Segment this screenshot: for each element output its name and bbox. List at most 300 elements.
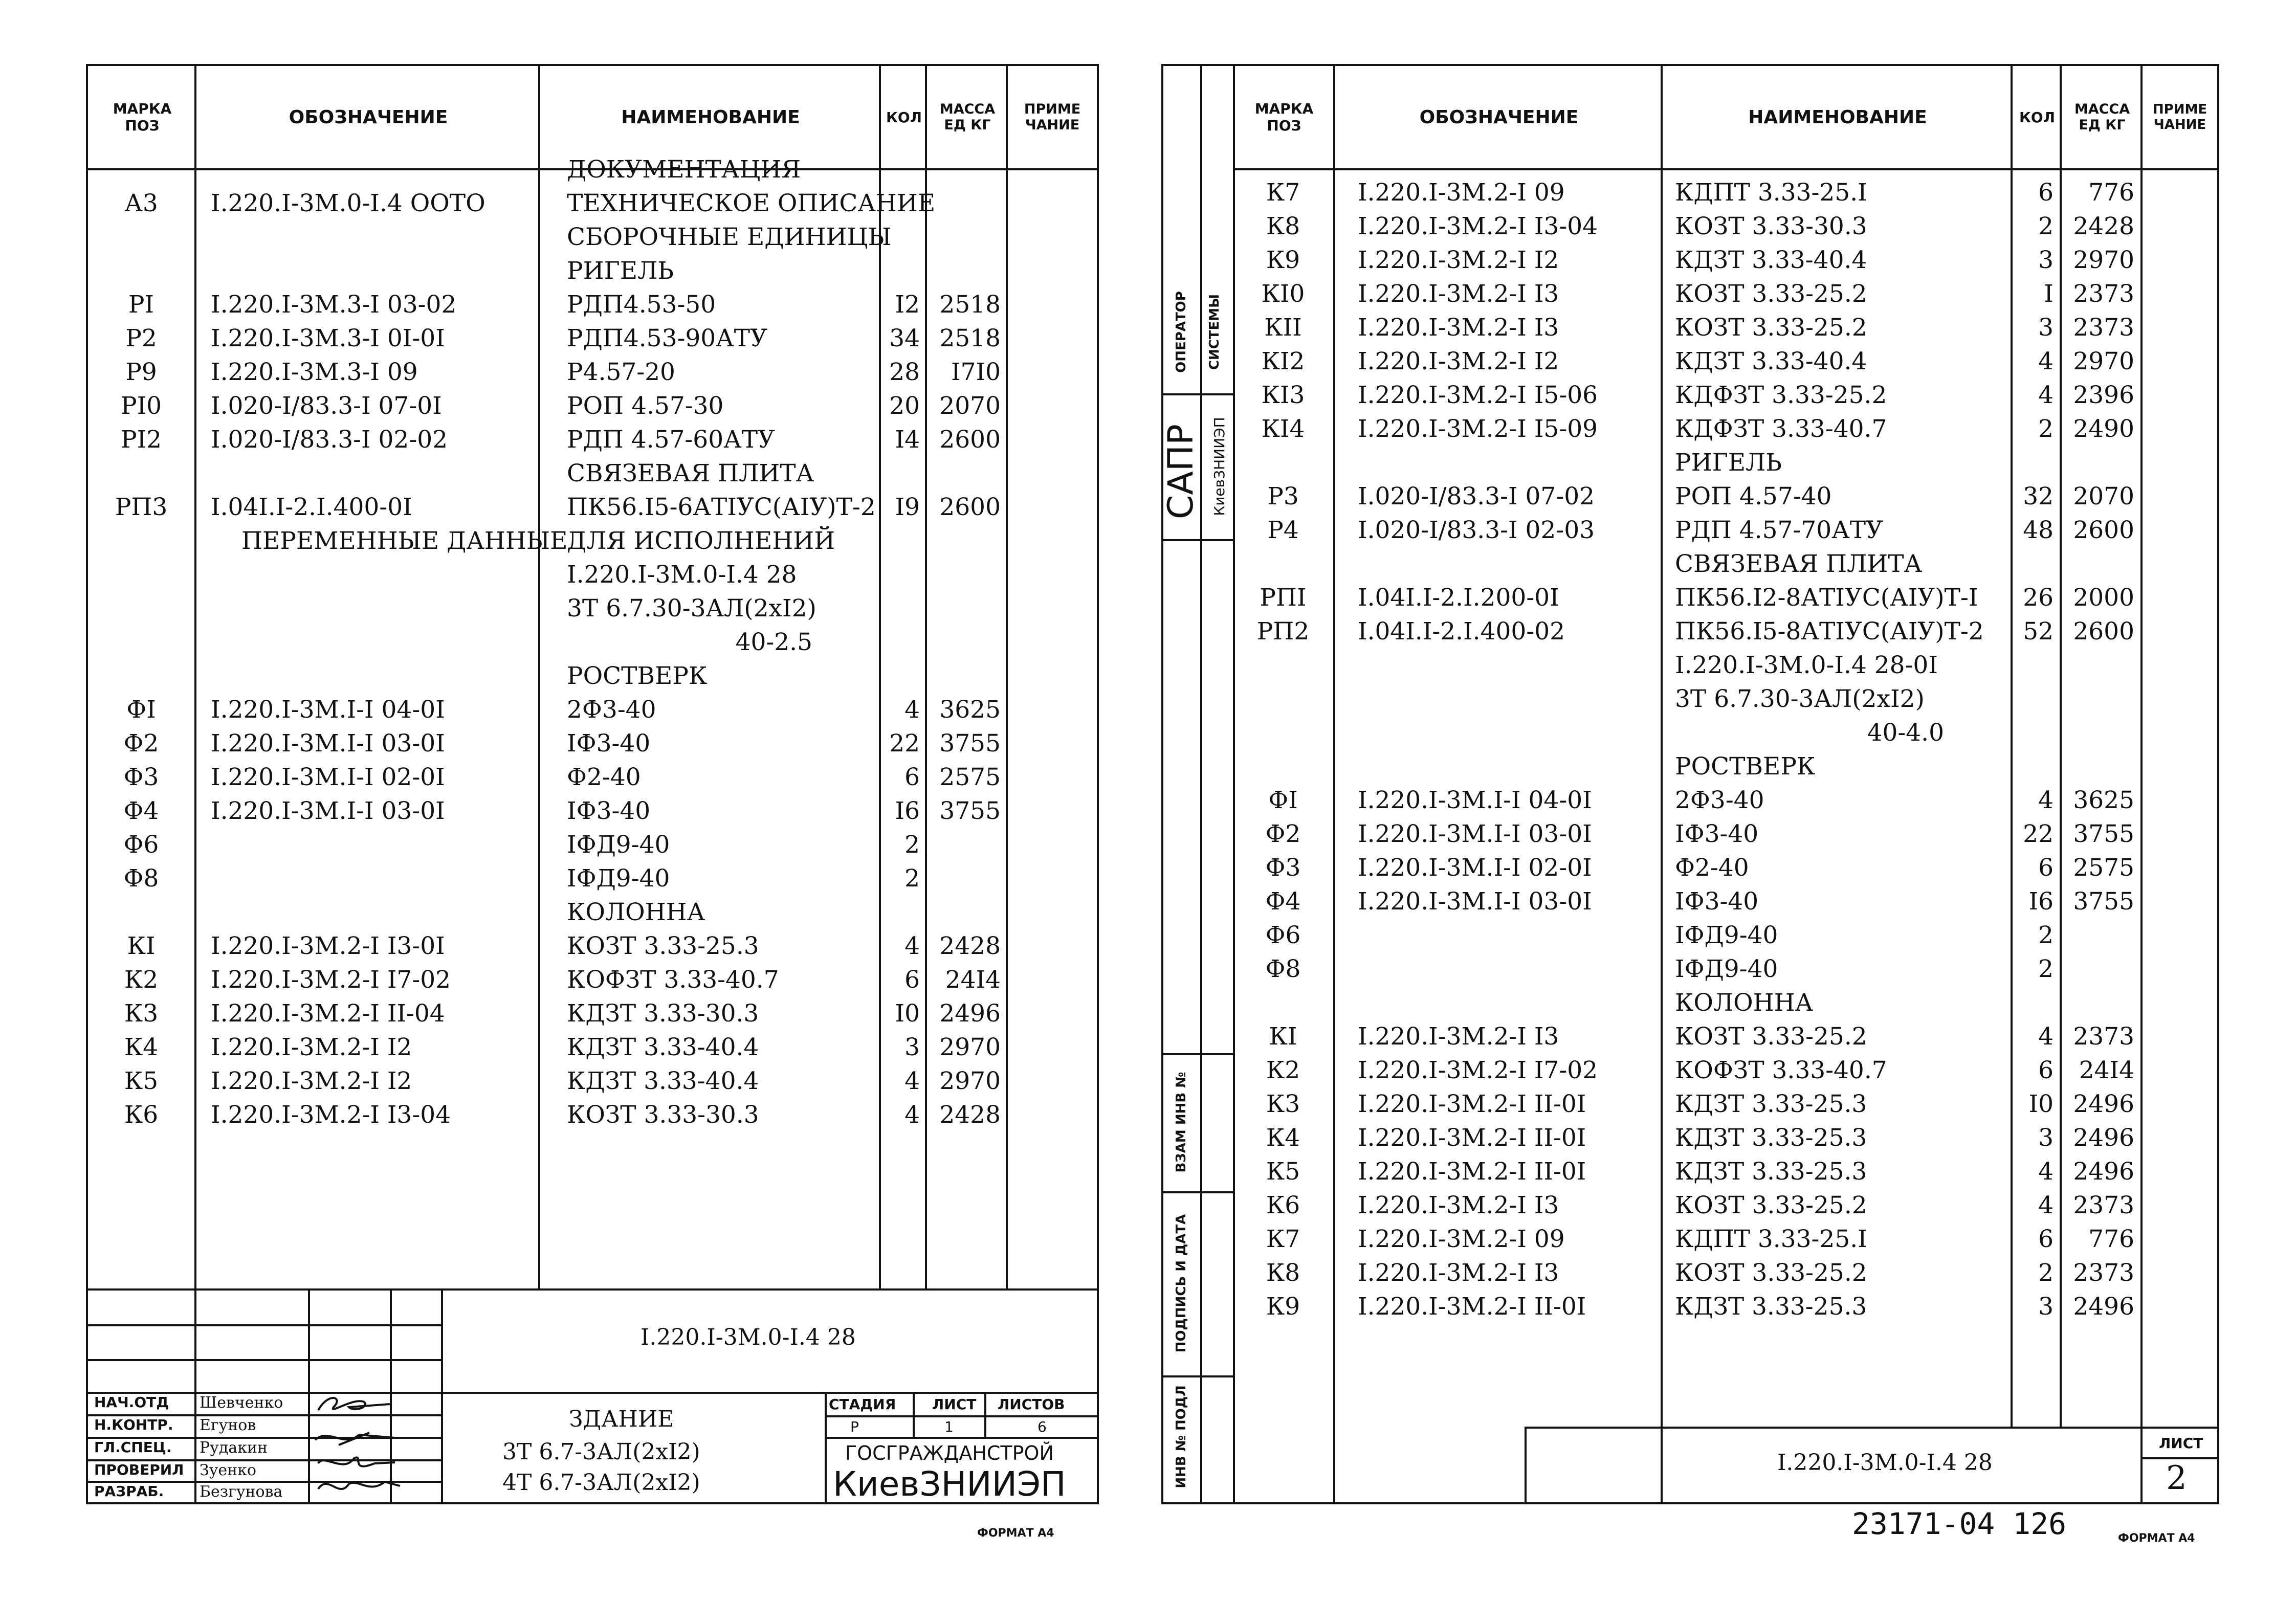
strip-system: СИСТЕМЫ [1207, 294, 1222, 370]
building-line-2: 4Т 6.7-3АЛ(2хI2) [502, 1470, 700, 1496]
row-name: КОЛОННА [567, 898, 705, 926]
row-name: РДП 4.57-60АТУ [567, 426, 776, 454]
row-mark [88, 896, 194, 929]
header-qty-text: КОЛ [886, 108, 922, 126]
row-qty: 20 [889, 392, 920, 420]
row-mass: 2396 [2073, 381, 2134, 409]
row-qty: 48 [2023, 516, 2054, 544]
table-row [1163, 243, 2217, 277]
table-row [88, 896, 1097, 929]
table-row [1163, 480, 2217, 514]
row-name: РОСТВЕРК [567, 662, 708, 690]
row-mark [88, 626, 194, 659]
row-designation: I.04I.I-2.I.200-0I [1358, 584, 1559, 612]
row-mass: 3755 [939, 797, 1001, 825]
row-designation: I.020-I/83.3-I 07-02 [1358, 482, 1595, 510]
row-name: КДЗТ 3.33-25.3 [1675, 1293, 1867, 1321]
row-name: РИГЕЛЬ [567, 257, 674, 285]
row-name: 3Т 6.7.30-3АЛ(2хI2) [1675, 685, 1925, 713]
row-designation: I.220.I-3М.I-I 03-0I [1358, 820, 1592, 848]
role-4: РАЗРАБ. [94, 1483, 164, 1500]
row-mass [927, 659, 1001, 693]
row-designation: I.04I.I-2.I.400-0I [211, 493, 412, 521]
row-mark [1233, 547, 1333, 581]
row-name: 2Ф3-40 [567, 696, 656, 724]
row-name: ДОКУМЕНТАЦИЯ [567, 155, 801, 184]
row-name: РДП4.53-90АТУ [567, 324, 768, 352]
row-qty [2011, 547, 2054, 581]
row-name: КОЛОННА [1675, 989, 1814, 1017]
table-row [1163, 784, 2217, 817]
row-designation [211, 828, 564, 862]
row-name: Р4.57-20 [567, 358, 675, 386]
row-designation [1358, 682, 1690, 716]
tb-col [441, 1288, 443, 1502]
row-name: КДЗТ 3.33-25.3 [1675, 1158, 1867, 1186]
row-mark: Р4 [1267, 516, 1299, 544]
row-mass: 2428 [2073, 212, 2134, 240]
strip-org: КиевЗНИИЭП [1211, 417, 1228, 516]
table-row [88, 794, 1097, 828]
row-designation: I.220.I-3М.2-I I2 [211, 1067, 412, 1095]
row-designation: I.220.I-3М.3-I 09 [211, 358, 418, 386]
row-designation: I.220.I-3М.2-I I2 [1358, 347, 1559, 375]
header-name [1663, 66, 2013, 168]
header-mark [1233, 66, 1335, 168]
row-designation: ПЕРЕМЕННЫЕ ДАННЫЕ [241, 527, 568, 555]
row-qty: 2 [2038, 921, 2054, 949]
row-name: ПК56.I2-8АТIУС(АIУ)Т-I [1675, 584, 1978, 612]
strip-sign-date: ПОДПИСЬ И ДАТА [1174, 1214, 1189, 1353]
header-divider [1233, 168, 2217, 170]
row-name: 40-2.5 [735, 628, 812, 656]
sheet-value: 1 [944, 1418, 954, 1435]
row-mark [88, 254, 194, 288]
row-mass [927, 153, 1001, 187]
row-qty: 34 [889, 324, 920, 352]
row-designation: I.220.I-3М.I-I 03-0I [211, 729, 445, 758]
row-name: IФД9-40 [567, 864, 670, 893]
row-qty: 4 [2038, 1191, 2054, 1219]
row-qty: 26 [2023, 584, 2054, 612]
row-mark: К6 [1266, 1191, 1300, 1219]
row-mark: КI0 [1261, 280, 1305, 308]
row-mass [2060, 716, 2134, 750]
strip-inv-vzam: ВЗАМ ИНВ № [1174, 1072, 1189, 1173]
row-name: IФ3-40 [567, 797, 651, 825]
row-mark: К9 [1266, 246, 1300, 274]
row-name: IФ3-40 [1675, 820, 1759, 848]
row-mass: 3755 [2073, 887, 2134, 916]
table-row [88, 929, 1097, 963]
row-name: КОЗТ 3.33-25.2 [1675, 280, 1867, 308]
row-mark: К2 [1266, 1056, 1300, 1084]
table-row [88, 1031, 1097, 1064]
tb-col [984, 1392, 986, 1437]
header-note-text: ПРИМЕ ЧАНИЕ [2152, 102, 2207, 132]
table-row [1163, 1155, 2217, 1189]
row-qty: I4 [895, 426, 920, 454]
row-qty [881, 592, 920, 626]
row-name: КОЗТ 3.33-30.3 [567, 1101, 759, 1129]
row-designation: I.220.I-3М.3-I 0I-0I [211, 324, 445, 352]
row-mark: К8 [1266, 1259, 1300, 1287]
stage-value: Р [850, 1418, 859, 1435]
row-qty: 4 [904, 696, 920, 724]
table-row [1163, 1054, 2217, 1087]
row-designation [1358, 952, 1690, 986]
row-name: КДЗТ 3.33-25.3 [1675, 1090, 1867, 1118]
row-designation: I.220.I-3М.I-I 02-0I [211, 763, 445, 791]
row-name: ТЕХНИЧЕСКОЕ ОПИСАНИЕ [567, 189, 936, 217]
header-note-text: ПРИМЕ ЧАНИЕ [1024, 101, 1081, 133]
row-qty: 3 [904, 1033, 920, 1061]
table-row [88, 187, 1097, 220]
row-designation: I.220.I-3М.3-I 03-02 [211, 291, 457, 319]
row-qty: 3 [2038, 1293, 2054, 1321]
table-row [88, 491, 1097, 524]
sheet-label: ЛИСТ [932, 1396, 977, 1413]
row-mark: ФI [126, 696, 156, 724]
row-name: КОЗТ 3.33-25.2 [1675, 1259, 1867, 1287]
tb-col [825, 1392, 827, 1502]
table-row [1163, 885, 2217, 919]
row-mass [927, 254, 1001, 288]
row-qty: 4 [2038, 381, 2054, 409]
strip-sapr: САПР [1161, 424, 1201, 520]
row-name: КОЗТ 3.33-25.2 [1675, 314, 1867, 342]
row-mass: 2496 [2073, 1293, 2134, 1321]
table-row [1163, 851, 2217, 885]
row-designation: I.220.I-3М.2-I II-0I [1358, 1158, 1586, 1186]
row-qty: 2 [2038, 1259, 2054, 1287]
row-qty: 2 [904, 831, 920, 859]
strip-operator: ОПЕРАТОР [1174, 291, 1189, 373]
row-designation: I.220.I-3М.2-I I3 [1358, 280, 1559, 308]
row-qty [881, 254, 920, 288]
row-mass: 2373 [2073, 314, 2134, 342]
row-designation: I.220.I-3М.I-I 03-0I [1358, 887, 1592, 916]
row-qty: 4 [2038, 786, 2054, 814]
row-qty: I9 [895, 493, 920, 521]
row-mass [2060, 547, 2134, 581]
row-name: IФД9-40 [1675, 921, 1778, 949]
row-qty: 4 [904, 1101, 920, 1129]
row-mark: РПI [1260, 584, 1307, 612]
table-row [88, 997, 1097, 1031]
row-name: ДЛЯ ИСПОЛНЕНИЙ [567, 527, 835, 555]
row-mass [927, 592, 1001, 626]
name-2: Рудакин [200, 1439, 268, 1457]
row-designation [211, 896, 564, 929]
row-mark: К7 [1266, 179, 1300, 207]
org-line-2: КиевЗНИИЭП [833, 1464, 1066, 1504]
row-mass: 2496 [2073, 1090, 2134, 1118]
bottom-block-top [1525, 1427, 2217, 1429]
table-row [88, 727, 1097, 761]
row-mass: 2496 [939, 999, 1001, 1028]
row-designation: I.220.I-3М.2-I 09 [1358, 179, 1565, 207]
name-1: Егунов [200, 1416, 256, 1434]
row-name: Ф2-40 [567, 763, 641, 791]
table-row [1163, 750, 2217, 784]
role-1: Н.КОНТР. [94, 1416, 173, 1433]
row-mass: 2373 [2073, 280, 2134, 308]
row-qty: 6 [2038, 1056, 2054, 1084]
row-name: КДФЗТ 3.33-40.7 [1675, 415, 1887, 443]
bottom-block-left [1525, 1427, 1527, 1502]
row-name: Ф2-40 [1675, 854, 1749, 882]
row-designation: I.220.I-3М.0-I.4 ООТО [211, 189, 485, 217]
row-qty: I2 [895, 291, 920, 319]
row-mark: КI [1269, 1022, 1297, 1051]
row-qty: I0 [895, 999, 920, 1028]
table-row [1163, 817, 2217, 851]
table-row [88, 592, 1097, 626]
row-designation: I.220.I-3М.2-I I5-09 [1358, 415, 1598, 443]
row-qty: 2 [2038, 955, 2054, 983]
row-designation [1358, 750, 1690, 784]
row-mark [88, 220, 194, 254]
row-mass: 3755 [939, 729, 1001, 758]
row-mark [88, 659, 194, 693]
row-name: КДЗТ 3.33-30.3 [567, 999, 759, 1028]
row-designation [1358, 716, 1690, 750]
row-qty: I0 [2028, 1090, 2054, 1118]
row-qty [2011, 446, 2054, 480]
row-mass: 3625 [2073, 786, 2134, 814]
row-mass [2060, 446, 2134, 480]
table-row [1163, 1256, 2217, 1290]
row-name: РОСТВЕРК [1675, 752, 1816, 781]
row-mark: Ф6 [1265, 921, 1301, 949]
row-name: КДЗТ 3.33-40.4 [1675, 347, 1867, 375]
signature-0 [318, 1398, 390, 1410]
row-mass [927, 220, 1001, 254]
row-qty [881, 187, 920, 220]
row-name: IФД9-40 [1675, 955, 1778, 983]
row-qty: 3 [2038, 1124, 2054, 1152]
role-3: ПРОВЕРИЛ [94, 1461, 184, 1478]
row-name: 3Т 6.7.30-3АЛ(2хI2) [567, 594, 816, 622]
header-mark-text: МАРКА ПОЗ [113, 100, 172, 134]
row-mark: Ф4 [123, 797, 159, 825]
row-designation [1358, 919, 1690, 952]
row-mark: К9 [1266, 1293, 1300, 1321]
row-designation: I.220.I-3М.I-I 04-0I [1358, 786, 1592, 814]
row-qty: 6 [2038, 179, 2054, 207]
table-row [1163, 1087, 2217, 1121]
row-mass: 2600 [939, 426, 1001, 454]
row-designation: I.220.I-3М.2-I I3 [1358, 1022, 1559, 1051]
row-mark: РП3 [115, 493, 168, 521]
row-designation: I.220.I-3М.2-I II-0I [1358, 1124, 1586, 1152]
row-qty: 22 [2023, 820, 2054, 848]
table-row [88, 1098, 1097, 1132]
row-mark [1233, 649, 1333, 682]
row-mass [2060, 649, 2134, 682]
header-designation-text: ОБОЗНАЧЕНИЕ [289, 106, 448, 128]
row-mark: К3 [1266, 1090, 1300, 1118]
row-mass: 2970 [939, 1067, 1001, 1095]
row-designation [211, 659, 564, 693]
table-row [1163, 412, 2217, 446]
sheet-number: 2 [2166, 1459, 2187, 1497]
org-line-1: ГОСГРАЖДАНСТРОЙ [845, 1442, 1054, 1464]
row-mass: 2373 [2073, 1191, 2134, 1219]
row-qty: I6 [895, 797, 920, 825]
header-mass [2062, 66, 2143, 168]
row-mark: К7 [1266, 1225, 1300, 1253]
row-mass: 2600 [939, 493, 1001, 521]
row-qty [2011, 682, 2054, 716]
table-row [1163, 986, 2217, 1020]
row-designation [1358, 547, 1690, 581]
table-row [88, 761, 1097, 794]
row-name: IФ3-40 [567, 729, 651, 758]
row-mark: PI0 [120, 392, 162, 420]
row-mark: Р3 [1267, 482, 1299, 510]
row-qty: I [2044, 280, 2054, 308]
table-row [1163, 581, 2217, 615]
row-mass: 2496 [2073, 1124, 2134, 1152]
row-mark: Ф8 [1265, 955, 1301, 983]
sheets-label: ЛИСТОВ [998, 1396, 1065, 1413]
header-designation-text: ОБОЗНАЧЕНИЕ [1419, 106, 1579, 128]
tb-col [194, 1288, 196, 1502]
row-designation: I.220.I-3М.2-I I7-02 [211, 966, 451, 994]
row-mark: Ф4 [1265, 887, 1301, 916]
row-designation: I.220.I-3М.2-I II-0I [1358, 1090, 1586, 1118]
row-name: СВЯЗЕВАЯ ПЛИТА [567, 459, 814, 487]
row-mass: 24I4 [945, 966, 1001, 994]
row-mass: 2070 [939, 392, 1001, 420]
table-row [1163, 1189, 2217, 1222]
row-name: КОЗТ 3.33-25.2 [1675, 1022, 1867, 1051]
row-mass [2060, 919, 2134, 952]
tb-line [825, 1437, 1097, 1439]
row-designation: I.220.I-3М.I-I 02-0I [1358, 854, 1592, 882]
row-name: IФД9-40 [567, 831, 670, 859]
table-row [1163, 682, 2217, 716]
row-designation: I.220.I-3М.2-I 09 [1358, 1225, 1565, 1253]
row-mark: К3 [124, 999, 159, 1028]
table-row [1163, 210, 2217, 243]
row-mark: К6 [124, 1101, 159, 1129]
row-qty: 6 [904, 763, 920, 791]
table-row [88, 828, 1097, 862]
row-name: КОЗТ 3.33-25.2 [1675, 1191, 1867, 1219]
row-designation: I.220.I-3М.2-I I3-04 [211, 1101, 451, 1129]
row-name: КДЗТ 3.33-25.3 [1675, 1124, 1867, 1152]
row-name: РДП4.53-50 [567, 291, 716, 319]
row-qty: 4 [904, 932, 920, 960]
row-designation [211, 626, 564, 659]
row-mark [88, 558, 194, 592]
row-mark [1233, 682, 1333, 716]
table-row [1163, 547, 2217, 581]
row-name: РИГЕЛЬ [1675, 449, 1782, 477]
row-mass: 776 [2088, 179, 2134, 207]
row-qty: 2 [2038, 212, 2054, 240]
header-name-text: НАИМЕНОВАНИЕ [621, 106, 800, 128]
row-name: КОФЗТ 3.33-40.7 [567, 966, 779, 994]
row-qty: 3 [2038, 246, 2054, 274]
row-qty: 6 [904, 966, 920, 994]
row-name: КОЗТ 3.33-30.3 [1675, 212, 1867, 240]
table-row [88, 322, 1097, 355]
table-row [1163, 649, 2217, 682]
row-qty: 6 [2038, 854, 2054, 882]
row-name: КДЗТ 3.33-40.4 [567, 1067, 759, 1095]
row-name: I.220.I-3М.0-I.4 28 [567, 561, 797, 589]
row-mass [927, 626, 1001, 659]
row-name: IФ3-40 [1675, 887, 1759, 916]
row-designation: I.220.I-3М.2-I I2 [211, 1033, 412, 1061]
row-qty: 4 [2038, 1158, 2054, 1186]
row-mark: К5 [124, 1067, 159, 1095]
table-row [1163, 952, 2217, 986]
row-mass: 2070 [2073, 482, 2134, 510]
row-mass [927, 896, 1001, 929]
row-mark [88, 592, 194, 626]
row-qty: 2 [2038, 415, 2054, 443]
row-name: 2Ф3-40 [1675, 786, 1764, 814]
row-mass [927, 828, 1001, 862]
row-name: РОП 4.57-40 [1675, 482, 1832, 510]
tb-col [913, 1392, 915, 1437]
row-name: СБОРОЧНЫЕ ЕДИНИЦЫ [567, 223, 892, 251]
row-qty: I6 [2028, 887, 2054, 916]
row-designation: I.020-I/83.3-I 02-03 [1358, 516, 1595, 544]
row-qty: 4 [2038, 1022, 2054, 1051]
row-mark [1233, 716, 1333, 750]
header-name-text: НАИМЕНОВАНИЕ [1748, 106, 1927, 128]
table-row [1163, 379, 2217, 412]
role-2: ГЛ.СПЕЦ. [94, 1439, 172, 1456]
name-0: Шевченко [200, 1394, 283, 1412]
table-row [1163, 919, 2217, 952]
row-qty: 32 [2023, 482, 2054, 510]
row-qty: 28 [889, 358, 920, 386]
row-mass: 2373 [2073, 1022, 2134, 1051]
table-row [1163, 277, 2217, 311]
row-mark: К4 [124, 1033, 159, 1061]
table-row [1163, 514, 2217, 547]
row-qty [2011, 649, 2054, 682]
row-mark: Ф2 [123, 729, 159, 758]
header-qty-text: КОЛ [2019, 108, 2055, 126]
table-row [88, 862, 1097, 896]
row-mass: 2428 [939, 932, 1001, 960]
row-qty: 4 [2038, 347, 2054, 375]
table-row [88, 220, 1097, 254]
table-row [88, 457, 1097, 491]
table-row [88, 153, 1097, 187]
row-mass: 2373 [2073, 1259, 2134, 1287]
row-designation: I.220.I-3М.2-I I2 [1358, 246, 1559, 274]
table-row [1163, 446, 2217, 480]
row-mark [88, 524, 194, 558]
row-designation: I.220.I-3М.I-I 04-0I [211, 696, 445, 724]
name-4: Безгунова [200, 1483, 283, 1501]
name-3: Зуенко [200, 1461, 256, 1479]
row-name: СВЯЗЕВАЯ ПЛИТА [1675, 550, 1923, 578]
table-row [1163, 1222, 2217, 1256]
table-row [88, 626, 1097, 659]
building-line-1: 3Т 6.7-3АЛ(2хI2) [502, 1439, 700, 1465]
row-designation: I.020-I/83.3-I 07-0I [211, 392, 442, 420]
